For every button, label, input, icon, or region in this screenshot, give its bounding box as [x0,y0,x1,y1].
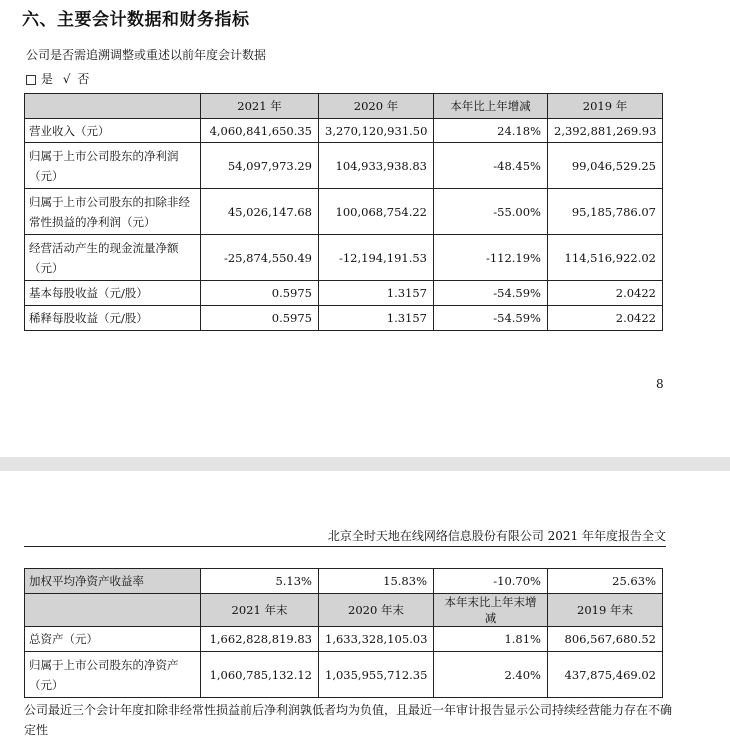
table-row [25,569,663,594]
cell-value: 5.13% [201,569,319,594]
table-row [25,119,663,143]
cell-value: 24.18% [434,119,548,143]
check-mark-icon: √ [62,72,71,86]
cell-value: 1,633,328,105.03 [319,627,434,652]
cell-value: 2.40% [434,652,548,698]
cell-value: 99,046,529.25 [548,143,663,189]
page-break-band [0,457,730,471]
financial-data-table [24,93,663,331]
header-blank [25,94,201,119]
row-label: 归属于上市公司股东的扣除非经常性损益的净利润（元） [25,189,201,235]
cell-value: 15.83% [319,569,434,594]
row-label: 营业收入（元） [25,119,201,143]
cell-value: 806,567,680.52 [548,627,663,652]
cell-value: 437,875,469.02 [548,652,663,698]
row-label: 总资产（元） [25,627,201,652]
header-2019-end: 2019 年末 [548,594,663,627]
cell-value: 4,060,841,650.35 [201,119,319,143]
cell-value: 1,662,828,819.83 [201,627,319,652]
header-2020: 2020 年 [319,94,434,119]
table-row [25,627,663,652]
option-yes: 是 [41,72,54,86]
cell-value: -12,194,191.53 [319,235,434,281]
header-2019: 2019 年 [548,94,663,119]
cell-value: 1,060,785,132.12 [201,652,319,698]
table-row [25,235,663,281]
option-no: 否 [77,72,90,86]
cell-value: 1.3157 [319,306,434,331]
cell-value: -10.70% [434,569,548,594]
header-2021: 2021 年 [201,94,319,119]
header-change: 本年比上年增减 [434,94,548,119]
table-row [25,306,663,331]
row-label: 归属于上市公司股东的净利润（元） [25,143,201,189]
cell-value: 1,035,955,712.35 [319,652,434,698]
row-label: 基本每股收益（元/股） [25,281,201,306]
cell-value: 0.5975 [201,281,319,306]
row-label: 归属于上市公司股东的净资产（元） [25,652,201,698]
checkbox-yes-icon [26,75,36,85]
table-row [25,652,663,698]
page-number: 8 [656,377,664,391]
going-concern-note: 公司最近三个会计年度扣除非经常性损益前后净利润孰低者均为负值，且最近一年审计报告显示公司持续经营能力存在不确定性 [24,703,673,737]
header-blank [25,594,201,627]
cell-value: 2,392,881,269.93 [548,119,663,143]
table-row [25,189,663,235]
cell-value: -54.59% [434,281,548,306]
cell-value: 1.3157 [319,281,434,306]
header-change-end: 本年末比上年末增减 [434,594,548,627]
cell-value: 54,097,973.29 [201,143,319,189]
cell-value: 0.5975 [201,306,319,331]
report-header: 北京全时天地在线网络信息股份有限公司 2021 年年度报告全文 [327,529,666,543]
cell-value: 25.63% [548,569,663,594]
header-rule [24,546,666,547]
table-row [25,143,663,189]
cell-value: -112.19% [434,235,548,281]
cell-value: 95,185,786.07 [548,189,663,235]
cell-value: 1.81% [434,627,548,652]
restatement-options [26,70,89,87]
cell-value: 104,933,938.83 [319,143,434,189]
restatement-question: 公司是否需追溯调整或重述以前年度会计数据 [26,48,267,62]
section-title: 六、主要会计数据和财务指标 [22,10,250,30]
cell-value: 45,026,147.68 [201,189,319,235]
cell-value: -48.45% [434,143,548,189]
cell-value: 2.0422 [548,281,663,306]
table-row [25,281,663,306]
cell-value: -54.59% [434,306,548,331]
table-header-row [25,594,663,627]
cell-value: 3,270,120,931.50 [319,119,434,143]
header-2020-end: 2020 年末 [319,594,434,627]
cell-value: -55.00% [434,189,548,235]
cell-value: 114,516,922.02 [548,235,663,281]
header-2021-end: 2021 年末 [201,594,319,627]
table-header-row [25,94,663,119]
cell-value: 2.0422 [548,306,663,331]
financial-data-table-continued [24,568,663,698]
cell-value: -25,874,550.49 [201,235,319,281]
cell-value: 100,068,754.22 [319,189,434,235]
row-label: 稀释每股收益（元/股） [25,306,201,331]
row-label: 经营活动产生的现金流量净额（元） [25,235,201,281]
row-label: 加权平均净资产收益率 [25,569,201,594]
